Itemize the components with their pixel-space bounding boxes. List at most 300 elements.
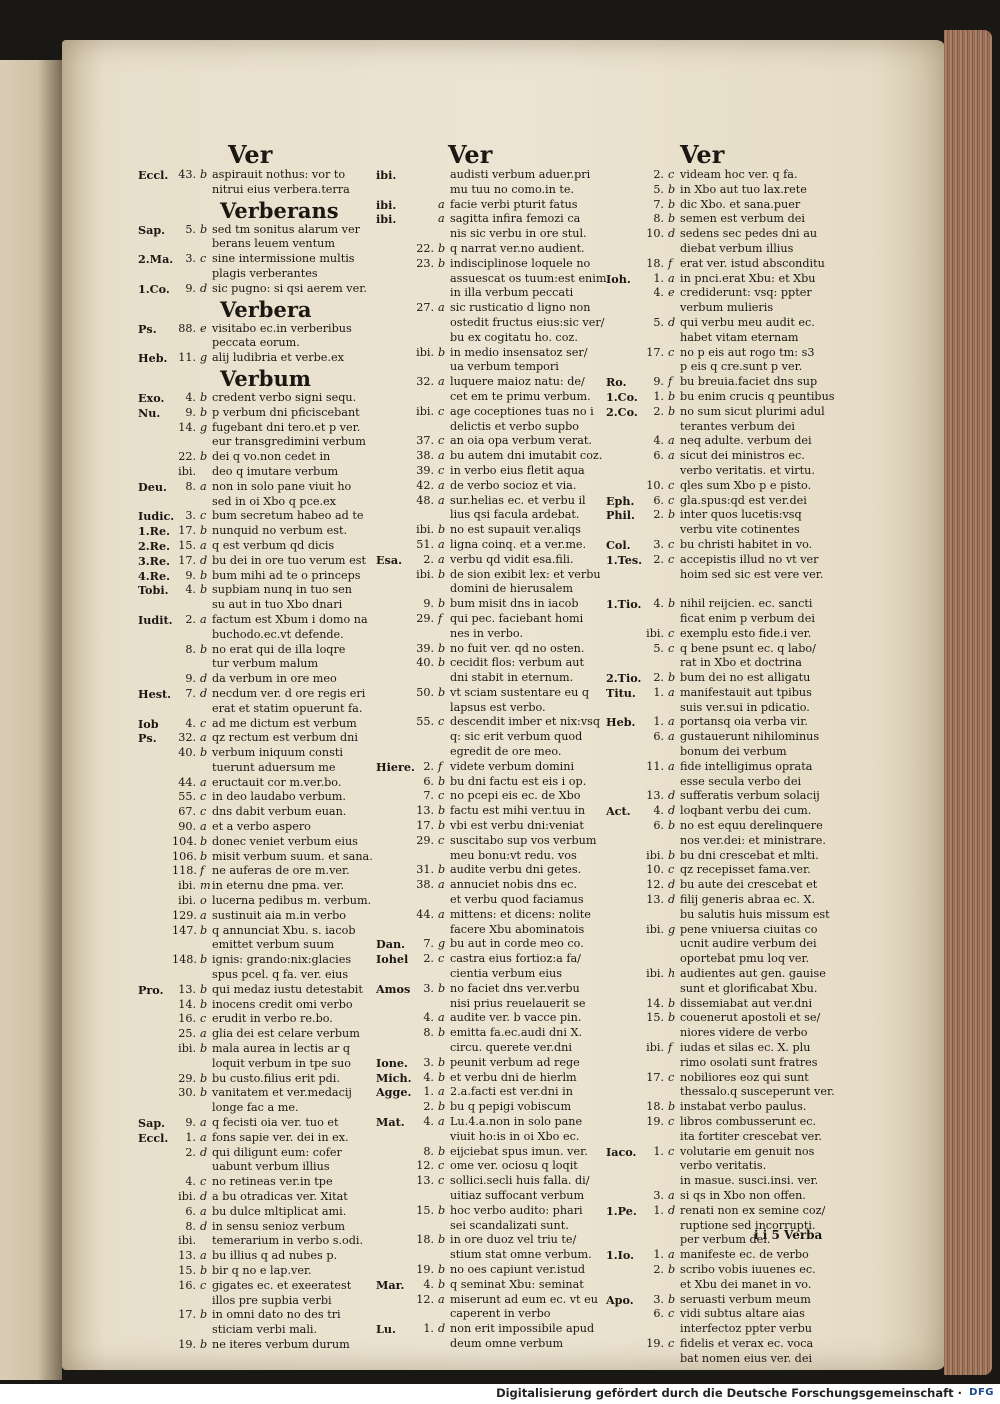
section-letter: b: [200, 1263, 208, 1277]
entry-text: mala aurea in lectis ar q: [212, 1042, 351, 1056]
section-letter: d: [438, 1322, 446, 1336]
entry-text: annuciet nobis dns ec.: [450, 878, 577, 892]
section-letter: c: [200, 1012, 207, 1026]
section-letter: e: [668, 286, 675, 300]
section-letter: d: [200, 1145, 208, 1159]
book-ref: Tobi.: [138, 583, 169, 598]
section-letter: c: [200, 252, 207, 266]
chapter-num: 18.: [646, 256, 664, 270]
index-entry: [138, 539, 339, 554]
section-letter: a: [668, 449, 675, 463]
section-letter: c: [438, 404, 445, 418]
section-letter: c: [668, 493, 675, 507]
entry-text: ruptione sed incorrupti.: [680, 1218, 816, 1232]
entry-text: hoc verbo audito: phari: [450, 1203, 583, 1217]
entry-text: bu enim crucis q peuntibus: [680, 389, 835, 403]
entry-text: cientia verbum eius: [450, 967, 562, 981]
section-letter: b: [668, 1262, 676, 1276]
entry-text: non in solo pane viuit ho: [212, 479, 352, 493]
entry-text: terantes verbum dei: [680, 419, 795, 433]
entry-text: Lu.4.a.non in solo pane: [450, 1115, 583, 1128]
entry-text: deo q imutare verbum: [212, 464, 339, 478]
entry-text: longe fac a me.: [212, 1101, 299, 1115]
book-ref: ibi.: [376, 168, 397, 182]
entry-text: interfectoz ppter verbu: [680, 1322, 812, 1336]
entry-text: sollici.secli huis falla. di/: [450, 1174, 590, 1188]
section-letter: b: [668, 996, 676, 1010]
index-entry: [138, 237, 339, 252]
section-letter: d: [200, 553, 208, 567]
entry-text: sedens sec pedes dni au: [680, 227, 818, 241]
entry-text: nihil reijcien. ec. sancti: [680, 597, 813, 611]
chapter-num: 32.: [416, 375, 434, 389]
section-letter: c: [668, 1144, 675, 1158]
entry-text: qui medaz iustu detestabit: [212, 982, 363, 996]
section-letter: b: [200, 390, 208, 404]
index-entry: [138, 1278, 352, 1294]
chapter-num: 48.: [416, 493, 434, 507]
index-entry: [138, 390, 357, 406]
entry-text: verbum mulieris: [680, 301, 774, 315]
chapter-num: 42.: [416, 478, 434, 492]
chapter-num: 23.: [416, 256, 434, 270]
entry-text: verbu qd vidit esa.fili.: [450, 552, 574, 566]
chapter-num: ibi.: [416, 523, 434, 537]
chapter-num: 3.: [185, 509, 196, 523]
entry-text: ua verbum tempori: [450, 360, 559, 374]
entry-text: pene vniuersa ciuitas co: [680, 922, 818, 936]
entry-text: dissemiabat aut ver.dni: [680, 996, 813, 1010]
section-letter: b: [200, 834, 208, 848]
chapter-num: 5.: [185, 222, 196, 236]
entry-text: suis ver.sui in pdicatio.: [680, 700, 810, 714]
index-entry: [138, 1219, 346, 1235]
entry-text: videte verbum domini: [450, 759, 575, 773]
entry-text: bu ex cogitatu ho. coz.: [450, 330, 578, 344]
entry-text: bu dni crescebat et mlti.: [680, 848, 819, 862]
section-letter: d: [668, 315, 676, 329]
book-ref: Iudic.: [138, 509, 175, 524]
entry-text: meu bonu:vt redu. vos: [450, 848, 577, 862]
section-letter: g: [438, 937, 446, 951]
chapter-num: 2.: [653, 404, 664, 418]
entry-text: sticiam verbi mali.: [212, 1323, 318, 1337]
section-letter: c: [200, 509, 207, 523]
entry-text: glia dei est celare verbum: [212, 1027, 360, 1041]
section-letter: d: [200, 1190, 208, 1203]
section-letter: f: [668, 375, 673, 389]
section-letter: b: [668, 671, 676, 685]
chapter-num: 32.: [178, 731, 196, 745]
entry-text: esse secula verbo dei: [680, 774, 802, 788]
entry-text: q est verbum qd dicis: [212, 538, 335, 552]
section-letter: c: [200, 805, 207, 819]
index-entry: [138, 420, 361, 436]
section-letter: a: [668, 1188, 675, 1202]
chapter-num: 4.: [185, 1175, 196, 1189]
entry-text: credent verbo signi sequ.: [212, 390, 357, 404]
chapter-num: 1.: [185, 1130, 196, 1144]
section-letter: b: [668, 1100, 676, 1114]
entry-text: indisciplinose loquele no: [450, 256, 591, 270]
entry-text: in deo laudabo verbum.: [212, 790, 346, 804]
entry-text: qui verbu meu audit ec.: [680, 315, 815, 329]
column-1: [138, 168, 373, 1353]
entry-text: verbo veritatis. et virtu.: [680, 463, 815, 477]
entry-text: in masue. susci.insi. ver.: [680, 1174, 819, 1188]
index-entry: [138, 435, 366, 450]
section-letter: c: [438, 833, 445, 847]
index-entry: [138, 879, 345, 894]
section-letter: c: [668, 537, 675, 551]
chapter-num: 44.: [178, 775, 196, 789]
entry-text: nisi prius reuelauerit se: [450, 996, 586, 1010]
entry-text: spus pcel. q fa. ver. eius: [212, 968, 349, 982]
entry-text: suscitabo sup vos verbum: [450, 833, 597, 847]
index-entry: [138, 805, 347, 820]
chapter-num: 3.: [423, 1055, 434, 1069]
entry-text: eructauit cor m.ver.bo.: [212, 775, 342, 789]
book-ref: Ioh.: [606, 271, 631, 286]
section-letter: c: [668, 478, 675, 492]
entry-text: facie verbi pturit fatus: [450, 197, 578, 211]
entry-text: vt sciam sustentare eu q: [450, 685, 590, 699]
entry-text: assuescat os tuum:est enim: [450, 271, 607, 285]
chapter-num: 14.: [178, 420, 196, 434]
chapter-num: 9.: [653, 375, 664, 389]
chapter-num: ibi.: [416, 404, 434, 418]
entry-text: peunit verbum ad rege: [450, 1055, 580, 1069]
section-letter: d: [668, 227, 676, 241]
entry-text: sed tm sonitus alarum ver: [212, 222, 360, 236]
chapter-num: 55.: [416, 715, 434, 729]
book-ref: Mat.: [376, 1115, 405, 1129]
index-entry: [138, 982, 363, 998]
entry-text: bu aute dei crescebat et: [680, 878, 818, 892]
section-letter: b: [668, 1011, 676, 1025]
entry-text: non erit impossibile apud: [450, 1322, 595, 1336]
chapter-num: 2.: [185, 1145, 196, 1159]
chapter-num: 39.: [416, 463, 434, 477]
chapter-num: 4.: [185, 716, 196, 730]
index-entry: [138, 761, 339, 776]
entry-text: habet vitam eternam: [680, 330, 799, 344]
entry-text: no fuit ver. qd no osten.: [450, 641, 585, 655]
entry-text: bum secretum habeo ad te: [212, 509, 364, 523]
entry-text: bu illius q ad nubes p.: [212, 1249, 338, 1263]
index-entry: [138, 1294, 339, 1309]
section-letter: a: [438, 1011, 445, 1025]
section-letter: a: [668, 1248, 675, 1262]
entry-text: facere Xbu abominatois: [450, 922, 585, 936]
entry-text: delictis et verbo supbo: [450, 419, 579, 433]
entry-text: ad me dictum est verbum: [212, 716, 357, 730]
index-entry: [138, 1308, 339, 1323]
section-letter: d: [200, 672, 208, 686]
index-entry: [138, 968, 349, 983]
entry-text: no sum sicut plurimi adul: [680, 404, 825, 418]
entry-text: da verbum in ore meo: [212, 672, 337, 686]
chapter-num: 9.: [185, 281, 196, 295]
chapter-num: 3.: [423, 981, 434, 995]
section-letter: a: [668, 434, 675, 448]
book-ref: Dan.: [376, 937, 405, 952]
book-ref: Deu.: [138, 479, 167, 494]
index-entry: [138, 479, 352, 495]
book-ref: Heb.: [606, 715, 636, 730]
chapter-num: 7.: [423, 937, 434, 951]
index-heading: Verbera: [220, 296, 312, 322]
index-entry: [138, 568, 361, 584]
entry-text: age coceptiones tuas no i: [450, 404, 594, 418]
book-ref: 1.Co.: [606, 389, 638, 404]
entry-text: no p eis aut rogo tm: s3: [680, 345, 815, 359]
book-ref: Lu.: [376, 1322, 396, 1337]
chapter-num: 2.: [653, 552, 664, 566]
index-entry: [138, 1145, 342, 1161]
section-letter: g: [668, 922, 676, 936]
entry-text: ne iteres verbum durum: [212, 1337, 350, 1351]
entry-text: supbiam nunq in tuo sen: [212, 583, 352, 597]
entry-text: lapsus est verbo.: [450, 700, 546, 714]
entry-text: in illa verbum peccati: [450, 286, 574, 300]
index-entry: [138, 1116, 339, 1131]
entry-text: dic Xbo. et sana.puer: [680, 197, 801, 211]
chapter-num: 5.: [653, 641, 664, 655]
section-letter: b: [668, 212, 676, 226]
section-letter: c: [668, 1307, 675, 1321]
entry-text: in Xbo aut tuo lax.rete: [680, 182, 807, 196]
entry-text: audite ver. b vacce pin.: [450, 1011, 582, 1025]
index-entry: [138, 1160, 339, 1175]
chapter-num: 6.: [653, 1307, 664, 1321]
chapter-num: 12.: [646, 878, 664, 892]
index-entry: [138, 598, 343, 613]
book-ref: Col.: [606, 537, 631, 552]
chapter-num: ibi.: [178, 464, 196, 478]
chapter-num: 13.: [178, 1249, 196, 1263]
entry-text: volutarie em genuit nos: [680, 1144, 815, 1158]
chapter-num: 8.: [423, 1144, 434, 1158]
index-entry: [138, 612, 368, 628]
entry-text: sine intermissione multis: [212, 252, 355, 266]
index-entry: [138, 222, 360, 238]
entry-text: loquit verbum in tpe suo: [212, 1056, 351, 1070]
chapter-num: 25.: [178, 1027, 196, 1041]
entry-text: dns dabit verbum euan.: [212, 805, 347, 819]
chapter-num: 12.: [416, 1292, 434, 1306]
entry-text: sic rusticatio d ligno non: [450, 301, 591, 315]
entry-text: fide intelligimus oprata: [680, 759, 813, 773]
section-letter: b: [668, 182, 676, 196]
entry-text: sic pugno: si qsi aerem ver.: [212, 281, 367, 295]
entry-text: bu dni factu est eis i op.: [450, 774, 587, 788]
entry-text: temerarium in verbo s.odi.: [212, 1234, 364, 1248]
section-letter: b: [438, 567, 446, 581]
entry-text: ne auferas de ore m.ver.: [212, 864, 350, 878]
chapter-num: 30.: [178, 1086, 196, 1100]
chapter-num: 4.: [423, 1277, 434, 1291]
book-ref: Amos: [376, 981, 411, 996]
entry-text: qz rectum est verbum dni: [212, 731, 358, 745]
chapter-num: 27.: [416, 301, 434, 315]
chapter-num: 3.: [653, 1292, 664, 1306]
section-letter: b: [438, 804, 446, 818]
section-letter: b: [200, 982, 208, 996]
entry-text: erat ver. istud absconditu: [680, 256, 825, 270]
entry-text: tur verbum malum: [212, 657, 319, 671]
section-letter: b: [438, 1144, 446, 1158]
book-ref: Nu.: [138, 405, 161, 420]
section-letter: b: [438, 641, 446, 655]
entry-text: erat et statim opuerunt fa.: [212, 701, 363, 715]
entry-text: no pcepi eis ec. de Xbo: [450, 789, 581, 803]
entry-text: et verbu quod faciamus: [450, 893, 584, 907]
entry-text: de sion exibit lex: et verbu: [450, 567, 601, 581]
chapter-num: 4.: [185, 583, 196, 597]
book-ref: Ps.: [138, 731, 157, 746]
entry-text: ligna coinq. et a ver.me.: [450, 537, 587, 551]
book-ref: Iaco.: [606, 1144, 637, 1159]
book-ref: Sap.: [138, 1116, 166, 1131]
section-letter: a: [668, 271, 675, 285]
index-entry: [138, 495, 339, 510]
section-letter: d: [668, 789, 676, 803]
entry-text: ignis: grando:nix:glacies: [212, 953, 352, 967]
section-letter: c: [438, 1174, 445, 1188]
entry-text: in pnci.erat Xbu: et Xbu: [680, 271, 816, 285]
index-entry: [138, 465, 339, 480]
entry-text: q fecisti oia ver. tuo et: [212, 1116, 339, 1130]
index-entry: [138, 267, 339, 282]
book-ref: Eccl.: [138, 168, 169, 182]
left-page-edge: [0, 60, 62, 1380]
section-letter: f: [438, 611, 443, 625]
chapter-num: 129.: [172, 908, 197, 922]
book-ref: Eph.: [606, 493, 635, 508]
entry-text: q bene psunt ec. q labo/: [680, 641, 816, 655]
page-edges: [944, 30, 992, 1375]
section-letter: f: [668, 1041, 673, 1055]
section-letter: c: [200, 790, 207, 804]
entry-text: libros combusserunt ec.: [680, 1115, 817, 1128]
chapter-num: 4.: [653, 597, 664, 611]
index-entry: [138, 849, 373, 865]
entry-text: audisti verbum aduer.pri: [450, 168, 591, 181]
chapter-num: ibi.: [416, 567, 434, 581]
chapter-num: ibi.: [178, 879, 196, 893]
entry-text: descendit imber et nix:vsq: [450, 715, 601, 729]
chapter-num: 2.: [423, 1100, 434, 1114]
entry-text: dei q vo.non cedet in: [212, 450, 331, 464]
book-ref: 2.Tio.: [606, 671, 642, 686]
entry-text: q: sic erit verbum quod: [450, 730, 583, 744]
index-entry: [138, 953, 352, 968]
section-letter: a: [200, 1027, 207, 1041]
entry-text: no est supauit ver.aliqs: [450, 523, 581, 537]
chapter-num: ibi.: [646, 967, 664, 981]
chapter-num: 4.: [423, 1070, 434, 1084]
entry-text: manifestauit aut tpibus: [680, 685, 812, 699]
entry-text: renati non ex semine coz/: [680, 1203, 826, 1217]
chapter-num: 40.: [416, 656, 434, 670]
index-entry: [138, 820, 339, 835]
book-ref: Hiere.: [376, 759, 415, 774]
section-letter: c: [668, 345, 675, 359]
book-ref: Apo.: [606, 1292, 634, 1307]
section-letter: b: [200, 524, 208, 538]
section-letter: a: [438, 478, 445, 492]
chapter-num: ibi.: [416, 345, 434, 359]
chapter-num: 67.: [178, 805, 196, 819]
section-letter: a: [200, 820, 207, 834]
entry-text: hoim sed sic est vere ver.: [680, 567, 824, 581]
chapter-num: 9.: [185, 405, 196, 419]
entry-text: ita fortiter crescebat ver.: [680, 1129, 822, 1143]
chapter-num: 16.: [178, 1012, 196, 1026]
section-letter: a: [438, 907, 445, 921]
section-letter: b: [200, 1337, 208, 1351]
entry-text: thessalo.q susceperunt ver.: [680, 1085, 835, 1099]
chapter-num: 17.: [416, 819, 434, 833]
chapter-num: 9.: [185, 1116, 196, 1130]
index-entry: [138, 1264, 339, 1279]
entry-text: alij ludibria et verbe.ex: [212, 351, 344, 365]
chapter-num: 29.: [178, 1071, 196, 1085]
book-ref: Ps.: [138, 321, 157, 336]
entry-text: nis sic verbu in ore stul.: [450, 227, 587, 241]
index-entry: [138, 642, 346, 658]
entry-text: vanitatem et ver.medacij: [212, 1086, 352, 1100]
section-letter: a: [438, 552, 445, 566]
entry-text: berans leuem ventum: [212, 237, 335, 251]
section-letter: a: [438, 1292, 445, 1306]
entry-text: accepistis illud no vt ver: [680, 552, 819, 566]
entry-text: cet em te primu verbum.: [450, 389, 591, 403]
section-letter: c: [438, 434, 445, 448]
entry-text: no erat qui de illa loqre: [212, 642, 346, 656]
index-entry: [138, 321, 352, 337]
section-letter: c: [438, 789, 445, 803]
book-ref: 1.Re.: [138, 524, 170, 539]
entry-text: donec veniet verbum eius: [212, 834, 358, 848]
chapter-num: ibi.: [178, 894, 196, 908]
index-entry: [138, 716, 357, 732]
index-entry: [138, 997, 353, 1013]
book-ref: Sap.: [138, 222, 166, 237]
index-entry: [138, 864, 350, 879]
section-letter: b: [200, 1086, 208, 1100]
book-ref: Mar.: [376, 1277, 405, 1292]
section-letter: b: [438, 523, 446, 537]
running-head-col2: Ver: [448, 140, 493, 169]
chapter-num: 13.: [178, 982, 196, 996]
section-letter: b: [438, 1277, 446, 1291]
chapter-num: 19.: [646, 1115, 664, 1128]
chapter-num: 148.: [172, 953, 197, 967]
chapter-num: 106.: [172, 849, 197, 863]
index-entry: [138, 908, 346, 924]
chapter-num: 7.: [423, 789, 434, 803]
chapter-num: 39.: [416, 641, 434, 655]
entry-text: domini de hierusalem: [450, 582, 573, 596]
chapter-num: 118.: [172, 864, 197, 878]
index-entry: [138, 657, 339, 672]
section-letter: d: [668, 878, 676, 892]
section-letter: b: [668, 197, 676, 211]
section-letter: b: [438, 656, 446, 670]
book-ref: Agge.: [376, 1085, 412, 1100]
